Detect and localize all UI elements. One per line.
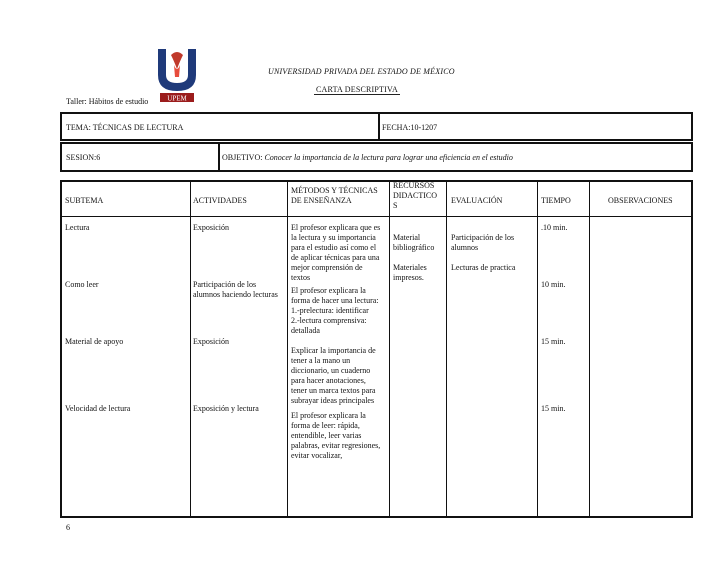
metodo-line: El profesor explicara que es <box>291 223 381 232</box>
page-number: 6 <box>66 523 70 532</box>
tiempo-cell: 15 min. <box>541 337 566 346</box>
date-label: FECHA:10-1207 <box>382 123 438 132</box>
subtema-cell: Material de apoyo <box>65 337 124 346</box>
header-recursos-2: DIDACTICO <box>393 191 437 200</box>
column-divider <box>287 182 288 516</box>
actividad-line: alumnos haciendo lecturas <box>193 290 278 299</box>
metodo-line: 1.-prelectura: identificar <box>291 306 369 315</box>
metodo-line: para hacer anotaciones, <box>291 376 366 385</box>
recursos-line: Material <box>393 233 421 242</box>
tiempo-cell: 15 min. <box>541 404 566 413</box>
objective-text: Conocer la importancia de la lectura para lograr una eficiencia en el estudio <box>264 153 513 162</box>
metodo-line: Explicar la importancia de <box>291 346 376 355</box>
metodo-line: diccionario, un cuaderno <box>291 366 371 375</box>
metodo-line: El profesor explicara la <box>291 286 366 295</box>
column-divider <box>389 182 390 516</box>
actividad-cell <box>193 280 278 300</box>
university-name: UNIVERSIDAD PRIVADA DEL ESTADO DE MÉXICO <box>268 67 455 76</box>
header-subtema: SUBTEMA <box>65 196 104 205</box>
svg-text:UPEM: UPEM <box>167 94 187 103</box>
divider <box>218 144 220 170</box>
actividad-cell: Exposición <box>193 223 229 232</box>
recursos-line <box>393 253 434 263</box>
tiempo-cell: .10 min. <box>541 223 568 232</box>
header-recursos-3: S <box>393 201 398 210</box>
session-box <box>60 142 693 172</box>
objective-label: OBJETIVO: <box>222 153 263 162</box>
evaluacion-line: Participación de los <box>451 233 515 242</box>
topic-label: TEMA: TÉCNICAS DE LECTURA <box>66 123 184 132</box>
session-label: SESION:6 <box>66 153 101 162</box>
metodo-line: la lectura y su importancia <box>291 233 376 242</box>
lesson-table <box>60 180 693 518</box>
recursos-line: bibliográfico <box>393 243 435 252</box>
header-metodos-1: MÉTODOS Y TÉCNICAS <box>291 186 378 195</box>
upem-logo <box>154 47 200 103</box>
metodo-line: El profesor explicara la <box>291 411 366 420</box>
metodo-line: 2.-lectura comprensiva: <box>291 316 367 325</box>
header-observaciones: OBSERVACIONES <box>608 196 673 205</box>
subtema-cell: Velocidad de lectura <box>65 404 131 413</box>
metodo-line: para el estudio así como el <box>291 243 377 252</box>
header-recursos-1: RECURSOS <box>393 181 435 190</box>
metodo-line: forma de hacer una lectura: <box>291 296 379 305</box>
metodo-cell <box>291 411 380 461</box>
metodo-line: forma de leer: rápida, <box>291 421 360 430</box>
metodo-line: palabras, evitar regresiones, <box>291 441 381 450</box>
divider <box>378 114 380 139</box>
metodo-line: textos <box>291 273 311 282</box>
objective <box>222 153 513 163</box>
metodo-line: tener a la mano un <box>291 356 351 365</box>
header-actividades: ACTIVIDADES <box>193 196 247 205</box>
metodo-line: entendible, leer varias <box>291 431 362 440</box>
evaluacion-line <box>451 253 515 263</box>
metodo-line: subrayar ideas principales <box>291 396 375 405</box>
subtema-cell: Lectura <box>65 223 90 232</box>
evaluacion-line: Lecturas de practica <box>451 263 516 272</box>
document-title: CARTA DESCRIPTIVA <box>316 85 398 94</box>
metodo-cell <box>291 223 380 283</box>
actividad-cell: Exposición <box>193 337 229 346</box>
column-divider <box>537 182 538 516</box>
column-divider <box>589 182 590 516</box>
metodo-line: mejor comprensión de <box>291 263 363 272</box>
recursos-cell <box>393 233 434 283</box>
header-evaluacion: EVALUACIÓN <box>451 196 503 205</box>
column-divider <box>446 182 447 516</box>
actividad-cell: Exposición y lectura <box>193 404 259 413</box>
metodo-line: evitar vocalizar, <box>291 451 343 460</box>
subtema-cell: Como leer <box>65 280 99 289</box>
recursos-line: Materiales <box>393 263 427 272</box>
metodo-cell <box>291 346 376 406</box>
workshop-label: Taller: Hábitos de estudio <box>66 97 149 106</box>
metodo-line: detallada <box>291 326 320 335</box>
evaluacion-cell <box>451 233 515 273</box>
column-divider <box>190 182 191 516</box>
metodo-cell <box>291 286 379 336</box>
actividad-line: Participación de los <box>193 280 257 289</box>
metodo-line: de aplicar técnicas para una <box>291 253 380 262</box>
recursos-line: impresos. <box>393 273 424 282</box>
topic-box <box>60 112 693 141</box>
header-metodos-2: DE ENSEÑANZA <box>291 196 352 205</box>
evaluacion-line: alumnos <box>451 243 479 252</box>
header-tiempo: TIEMPO <box>541 196 571 205</box>
tiempo-cell: 10 min. <box>541 280 566 289</box>
metodo-line: tener un marca textos para <box>291 386 376 395</box>
